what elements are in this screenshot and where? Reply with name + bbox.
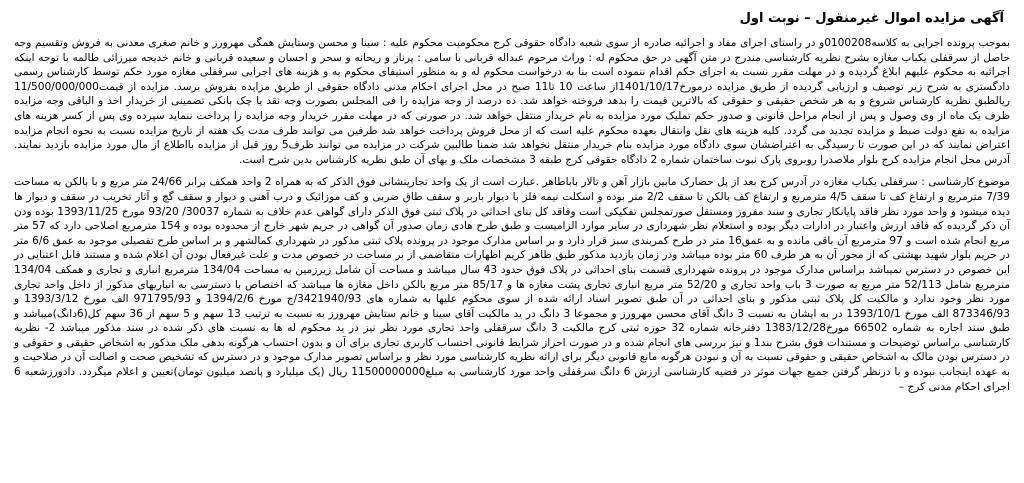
notice-paragraph-appraisal: موضوع کارشناسی : سرقفلی یکباب مغازه در آدرس کرج بعد از پل حصارک مابین بازار آهن و تالار باباطاهر .عبارت است از یک واحد تجارینشانی فوق الذکر که به همراه 2 واحد همکف برابر 24/66 متر مربع و با بالکن به مساحت 7/39 مترمربع و ارتفاع کف تا سقف 4/5 مترمربع و ارتفاع کف بالکن تا سقف 2/2 متر بوده و اسکلت نیمه فلز با دیوار باربر و سقف طاق ضربی و کف موزائیک و درب آهنی و دیوار و سقف گچ و آثار تخریب در سقف و دیوار ها دیده میشود و واحد مورد نظر فاقد پایانکار تجاری و سند مفروز ومستقل صورتمجلس تفکیکی است وفاقد کل بنای احداثی در پلاک ثبتی فوق الذکر دارای گواهی عدم خلاف به شماره 30037/ 93/20 مورخ 1393/11/25 بوده ودن آن ذکر گردیده که فاقد ارزش واعتبار در ادارات دیگر بوده و استعلام نظر شهرداری در سایر موارد الزامیست و طبق طرح هادی زمان صدور آن گواهی در حریم شهر خارج از محدوده بوده و 154 مترمربع اصلاحی دارد که 57 متر مربع انجام شده است و 97 مترمربع آن باقی مانده و به عمق16 متر در طرح کمربندی سبز قرار دارد و بر اساس مدارک موجود در پرونده پلاک ثبتی مذکور در شهرداری کمالشهر و بر اساس طرح تفصیلی موجود به عمق 6/6 متر در حریم بلوار شهید بهشتی که از محور آن به هر طرف 60 متر بوده میباشد ودر زمان بازدید مذکور طبق ظاهر کریم اظهارات متقاضمی از بر مساحت در خصوص مدت و علت غیرفعال بودن آن اعلام شده و مستند قابل اعتنایی در این خصوص در دسترس نمیباشد براساس مدارک موجود در پرونده شهرداری قسمت بنای احداثی در پلاک فوق حدود 43 سال میباشد و مساحت آن شامل زیرزمین به مساحت 134/04 مترمربع انباری و تجاری و همکف 134/04 مترمربع شامل 52/113 متر مربع به صورت 3 باب واحد تجاری و 52/20 متر مربع انباری تجاری پشت مغازه ها و 85/17 متر مربع بالکن داخل مغازه ها میباشد که اختصاص با دسترسی به انباریهای مذکور از داخل واحد تجاری مورد نظر وجود ندارد و مالکیت کل پلاک ثبتی مذکور و بنای احداثی در آن طبق تصویر اسناد ارائه شده از سوی محکوم علیها به شماره های 3421940/93/ج مورخ 1394/2/6 و 971795/93 الف مورخ 1393/3/12 و 873346/93 الف مورخ 1393/10/1 در به ایشان به نسبت 3 دانگ آقای محسن مهرورز و مجموعا 3 دانگ در ید مالکیت آقای سینا و خانم ستایش مهرورز به نسبت به ترتیب 13 سهم و 5 سهم از 36 سهم کل(6دانگ)میباشد و طبق سند اجاره به شماره 66502 مورخ1383/12/28 دفترخانه شماره 32 حوزه ثبتی کرج مالکیت 3 دانگ سرقفلی واحد تجاری مورد نظر نیز در ید محکوم له ها به نسبت های ذکر شده در سند مذکور میباشد 2- نظریه کارشناسی براساس توضیحات و مستندات فوق بشرح بند1 و نیز بررسی های انجام شده و در صورت احراز شرایط قانونی احتساب کاربری تجاری برای آن و بدون احتساب هرگونه بدهی ملک مذکور به اشخاص حقیقی و حقوقی و در دسترس بودن مالک به اشخاص حقیقی و حقوقی نسبت به آن و نبودن هرگونه مانع قانونی دیگر برای ارائه نظریه کارشناسی مورد نظر و براساس تصویر مدارک موجود و در دسترس که تشخیص صحت و اصالت آن در صلاحیت و به عهده اینجانب نبوده و با درنظر گرفتن جمیع جهات موثر در قضیه کارشناسی ارزش 6 دانگ سرقفلی واحد مورد کارشناسی به مبلغ11500000000 ریال (یک میلیارد و پانصد میلیون تومان)تعیین و اعلام میگردد. دادورزشعبه 6 اجرای احکام مدنی کرج – [14, 176, 1011, 393]
notice-title: آگهی مزایده اموال غیرمنقول – نوبت اول [739, 11, 1004, 26]
notice-paragraph-terms: بموجب پرونده اجرایی به کلاسه0100208و در راستای اجرای مفاد و اجرائیه صادره از سوی شعبه دادگاه حقوقی کرج محکومیت محکوم علیه : سینا و محسن وستایش همگی مهرورز و خانم صغری معدنی به فروش وتقسیم وجه حاصل از سرقفلی یکباب مغازه بشرح نظریه کارشناسی مندرج در متن آگهی در حق محکوم له : وراث مرحوم عبداله قربانی با سامی : پرناز و ریحانه و سحر و احسان و سعیده قربانی و خانم خدیجه میرزائی طالمه با توجه اینکه اجرائیه به محکوم علیهم ابلاغ گردیده و در مهلت مقرر نسبت به اجرای حکم اقدام ننموده است بنا به درخواست محکوم له و به منظور استیفای محکوم به و هزینه های اجرایی سرقفلی مغازه مورد حکم توسط کارشناس رسمی دادگستری به شرح زیر توصیف و ارزیابی گردیده از طریق مزایده درمورخ1401/10/17از ساعت 10 تا11 صبح در محل اجرای احکام مدنی دادگاه حقوقی از طریق مزایده بفروش برسد. مزایده از قیمت11/500/000/000 ریالطبق نظریه کارشناس شروع و به هر شخص حقیقی و حقوقی که بالاترین قیمت را بدهد فروخته خواهد شد. ده درصد از وجه مزایده را فی المجلس بصورت وجه نقد یا چک بانکی تضمینی از خریدار اخذ و الباقی وجه مزایده ظرف یک ماه از وی وصول و پس از انجام مراحل قانونی و صدور حکم تملیک مورد مزایده به نام خریدار منتقل خواهد شد. در صورتی که در مهلت مقرر خریدار وجه مزایده را پرداخت ننماید سپرده وی پس از کسر هزینه های مزایده به نفع دولت ضبط و مزایده تجدید می گردد. کلیه هزینه های نقل وانتقال بعهده محکوم علیه است که از محل فروش پرداخت خواهد شد طرفین می توانند ظرف مدت یک هفته از تاریخ مزایده نسبت به نحوه انجام مزایده اعتراض نمایند که در این صورت تا رسیدگی به اعتراضشان سوی دادگاه مورد مزایده بنام خریدار منتقل نخواهد شد ضمنا طالبین شرکت در مزایده می توانند ظرف5 روز قبل از مزایده بااطلاع از مال مورد مزایده بازدید نمایند. آدرس محل انجام مزایده کرج بلوار ملاصدرا روبروی پارک نبوت ساختمان شماره 2 دادگاه حقوقی کرج طبقه 3 مشخصات ملک و بهای آن طبق نظریه کارشناس بدین شرح است. [14, 37, 1011, 166]
